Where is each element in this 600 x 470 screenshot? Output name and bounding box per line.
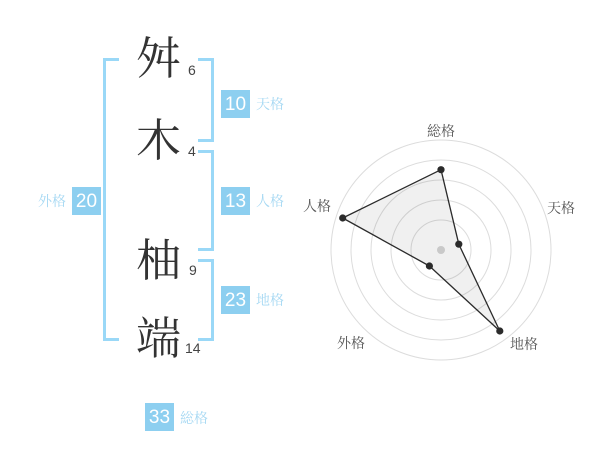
sotokaku-badge-label: 外格 [38, 193, 66, 209]
chikaku-badge-label: 地格 [256, 292, 284, 308]
radar-axis-label-4: 外格 [337, 335, 365, 351]
tenkaku-badge-label: 天格 [256, 96, 284, 112]
soukaku-badge-label: 総格 [180, 410, 208, 426]
radar-center-dot [437, 246, 445, 254]
name-char-1: 舛 [136, 33, 182, 84]
radar-axis-label-3: 地格 [510, 336, 538, 352]
soukaku-badge: 33 [145, 403, 174, 431]
radar-point-3 [496, 327, 503, 334]
radar-point-5 [339, 214, 346, 221]
radar-point-4 [426, 262, 433, 269]
name-char-2: 木 [136, 115, 182, 166]
tenkaku-badge: 10 [221, 90, 250, 118]
name-char-2-strokes: 4 [188, 143, 196, 159]
radar-axis-label-5: 人格 [303, 198, 331, 214]
radar-axis-label-1: 総格 [427, 123, 455, 139]
name-char-4: 端 [136, 313, 182, 364]
radar-point-1 [437, 166, 444, 173]
name-char-3: 柚 [136, 235, 182, 286]
radar-axis-label-2: 天格 [547, 200, 575, 216]
radar-point-2 [455, 241, 462, 248]
jinkaku-badge: 13 [221, 187, 250, 215]
chikaku-badge: 23 [221, 286, 250, 314]
name-char-1-strokes: 6 [188, 62, 196, 78]
name-char-4-strokes: 14 [185, 340, 201, 356]
name-char-3-strokes: 9 [189, 262, 197, 278]
radar-polygon [343, 170, 500, 331]
jinkaku-badge-label: 人格 [256, 193, 284, 209]
sotokaku-badge: 20 [72, 187, 101, 215]
